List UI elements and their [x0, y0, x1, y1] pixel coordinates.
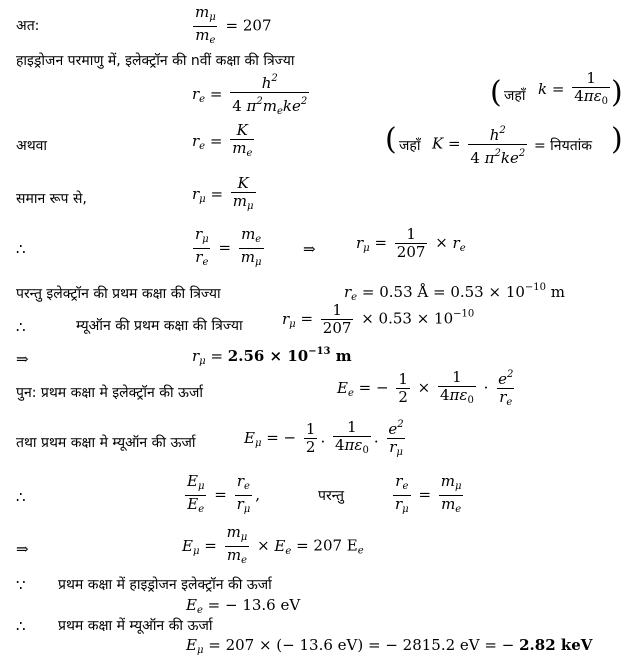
k-definition: k = $\frac{1}{4\pi\varepsilon_0}$ — [538, 70, 613, 110]
rmu-207: $r_\mu$ = $\frac{1}{207}$ × $r_e$ — [356, 225, 466, 261]
re-value: $r_e = 0.53$ Å = $0.53 \times 10^{-10}$ m — [344, 282, 566, 303]
K-definition: K = $\frac{h^2}{4 \pi^2ke^2}$ — [432, 125, 526, 167]
rmu-result: $r_\mu = 2.56 \times 10^{-13}$ m — [192, 346, 352, 367]
radius-mass-ratio: $\frac{r_e}{r_\mu}$ = $\frac{m_\mu}{m_e}$ — [390, 473, 467, 518]
hydrogen-radius-text: हाइड्रोजन परमाणु में, इलेक्ट्रॉन की nवीं कक्षा की त्रिज्या — [16, 53, 295, 69]
Emu-207: $E_\mu$ = $\frac{m_\mu}{m_e}$ × $E_e = 207$ $E_e$ — [182, 524, 364, 569]
Ee-formula: $E_e$ = − $\frac{1}{2}$ × $\frac{1}{4\pi\varepsilon_0}$ · $\frac{e^2}{r_e}$ — [337, 366, 518, 411]
but-word: परन्तु — [318, 488, 344, 504]
therefore-symbol-4: ∴ — [16, 617, 26, 635]
note-where: जहाँ — [504, 88, 526, 104]
because-symbol-1: ∵ — [16, 576, 26, 594]
electron-radius-text: परन्तु इलेक्ट्रॉन की प्रथम कक्षा की त्रिज्या — [16, 286, 221, 302]
ratio-formula: $\frac{r_\mu}{r_e}$ = $\frac{m_e}{m_\mu}$ — [190, 226, 267, 271]
energy-ratio: $\frac{E_\mu}{E_e}$ = $\frac{r_e}{r_\mu}$ , — [182, 473, 260, 518]
constant-label: = नियतांक — [534, 138, 593, 154]
re-formula: $r_e$ = $\frac{h^2}{4 \pi^2m_eke^2}$ — [192, 70, 312, 120]
or-word: अथवा — [16, 138, 48, 154]
rmu-calc: $r_\mu$ = $\frac{1}{207}$ × $0.53 \times 10^{-10}$ — [282, 301, 475, 337]
note-where-2: जहाँ — [399, 138, 421, 154]
therefore-symbol-3: ∴ — [16, 488, 26, 506]
Emu-formula: $E_\mu$ = − $\frac{1}{2}$ . $\frac{1}{4\pi\varepsilon_0}$ . $\frac{e^2}{r_\mu}$ — [244, 416, 409, 461]
electron-energy-text: पुन: प्रथम कक्षा मे इलेक्ट्रॉन की ऊर्जा — [16, 385, 204, 401]
muon-energy-text: तथा प्रथम कक्षा मे म्यूऑन की ऊर्जा — [16, 435, 196, 451]
muon-radius-text: म्यूऑन की प्रथम कक्षा की त्रिज्या — [76, 318, 243, 334]
similarly-text: समान रूप से, — [16, 191, 87, 207]
implies-symbol-1: ⇒ — [303, 240, 316, 258]
therefore-word: अत: — [16, 18, 40, 34]
mass-ratio-eq: $\frac{m_\mu}{m_e}$ = 207 — [190, 4, 271, 49]
Ee-value: $E_e$ = − 13.6 eV — [186, 596, 301, 616]
left-paren: ( — [490, 75, 502, 110]
therefore-symbol-1: ∴ — [16, 240, 26, 258]
rmu-K-formula: $r_\mu$ = $\frac{K}{m_\mu}$ — [192, 175, 259, 215]
hydrogen-energy-text: प्रथम कक्षा में हाइड्रोजन इलेक्ट्रॉन की ऊर्जा — [58, 577, 272, 593]
re-K-formula: $r_e$ = $\frac{K}{m_e}$ — [192, 122, 257, 162]
left-paren-2: ( — [385, 122, 397, 157]
right-paren-2: ) — [611, 122, 623, 157]
implies-symbol-2: ⇒ — [16, 350, 29, 368]
muon-first-energy-text: प्रथम कक्षा में म्यूऑन की ऊर्जा — [58, 618, 213, 634]
therefore-symbol-2: ∴ — [16, 318, 26, 336]
implies-symbol-3: ⇒ — [16, 540, 29, 558]
Emu-final: $E_\mu = 207$ × (− 13.6 eV) = − 2815.2 eV = − 2.82 keV — [186, 636, 593, 656]
right-paren: ) — [611, 75, 623, 110]
